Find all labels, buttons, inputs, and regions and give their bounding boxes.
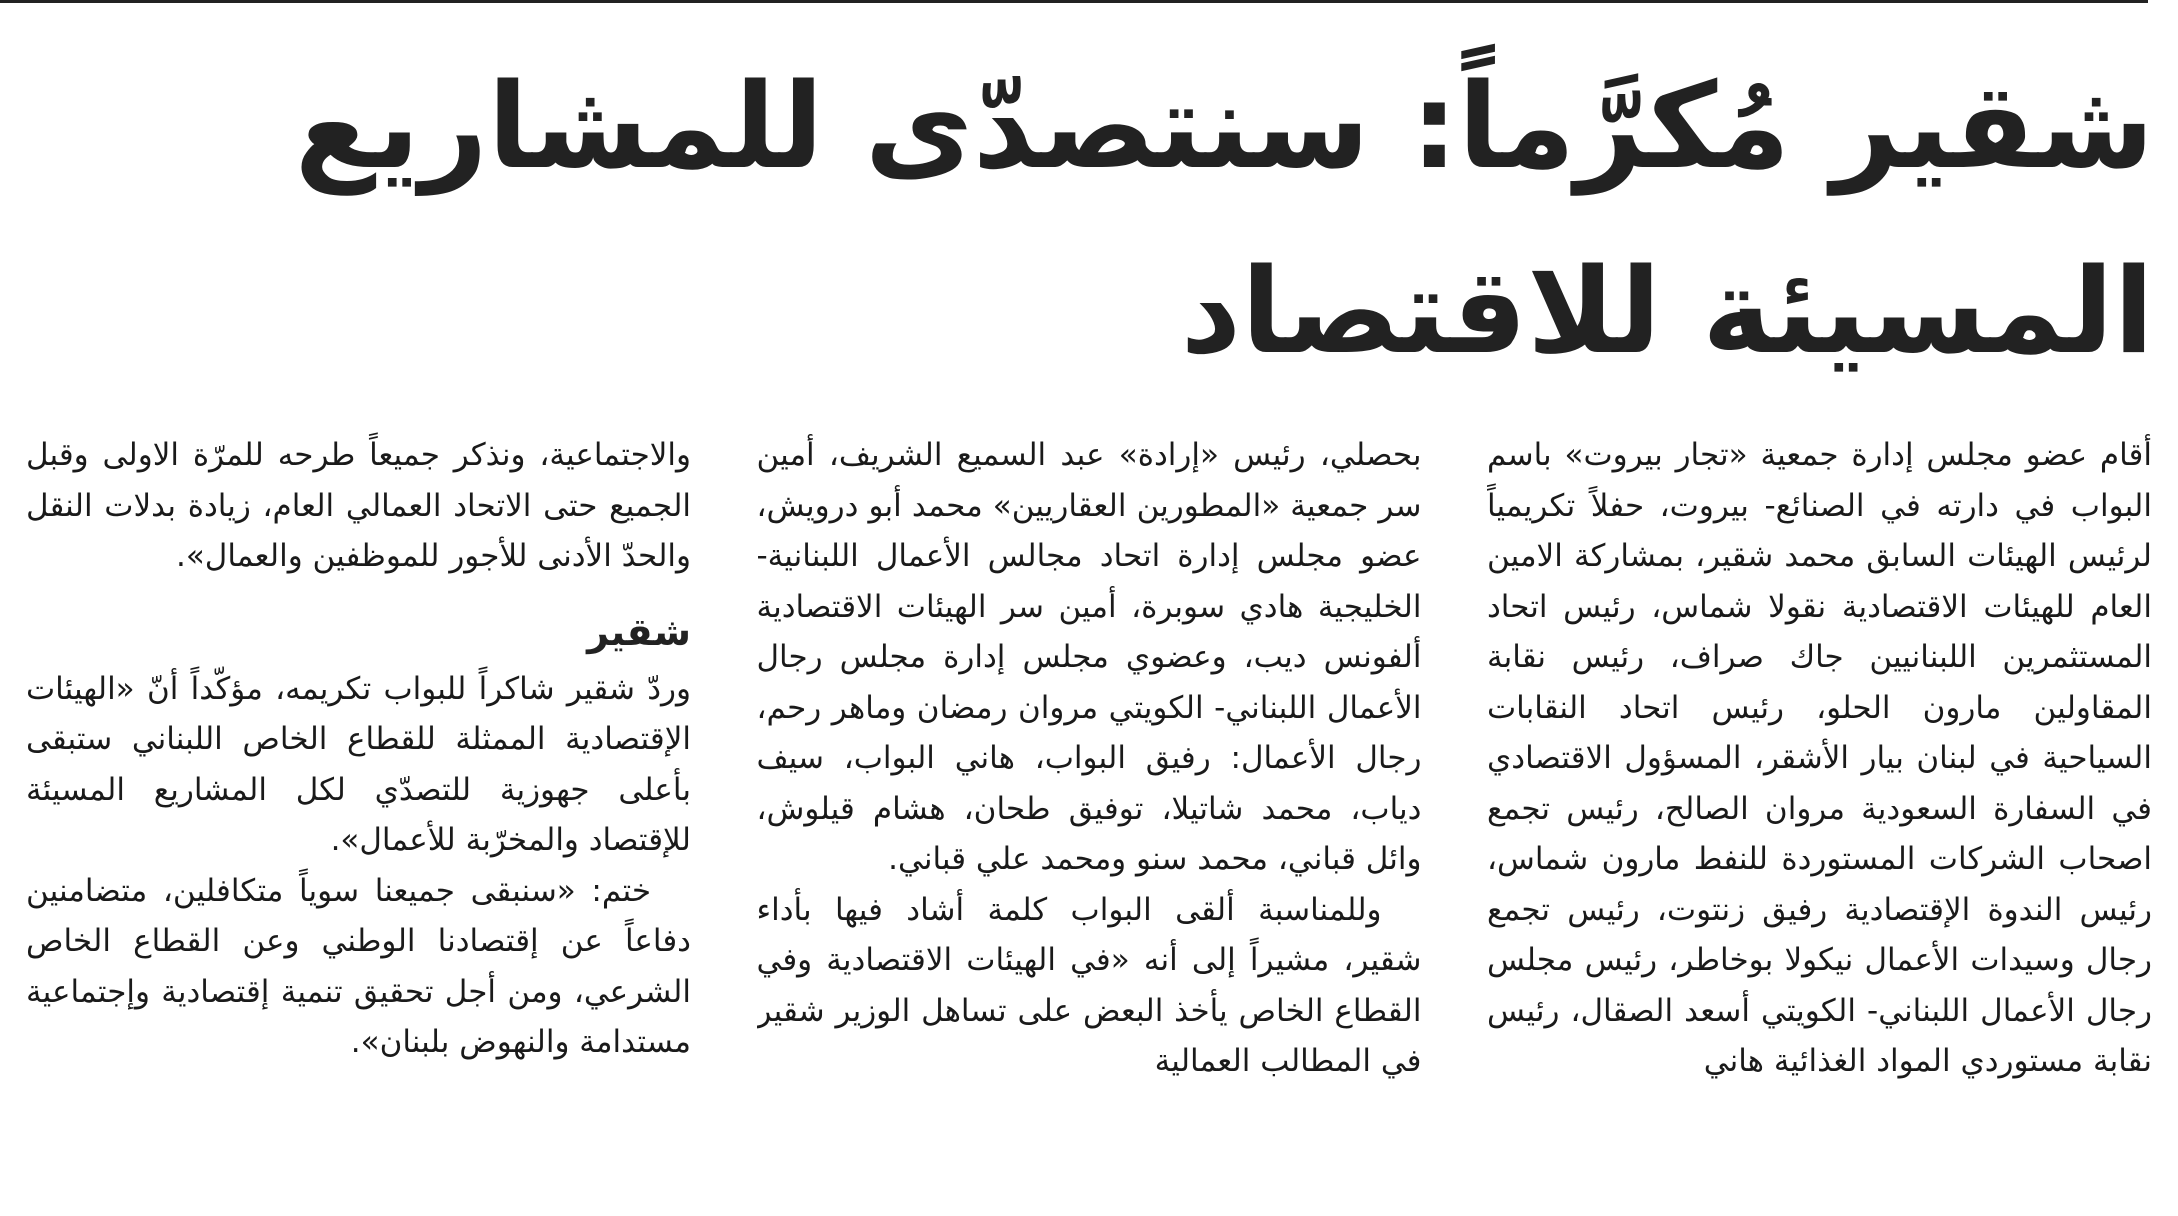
paragraph: وردّ شقير شاكراً للبواب تكريمه، مؤكّداً أنّ «الهيئات الإقتصادية الممثلة للقطاع الخاص اللبناني ستبقى بأعلى جهوزية للتصدّي لكل المشاريع المسيئة للإقتصاد والمخرّبة للأعمال». — [26, 670, 691, 858]
section-subheading: شقير — [587, 609, 691, 654]
article-body — [26, 430, 2152, 1200]
paragraph: أقام عضو مجلس إدارة جمعية «تجار بيروت» باسم البواب في دارته في الصنائع- بيروت، حفلاً تكريمياً لرئيس الهيئات السابق محمد شقير، بمشاركة الامين العام للهيئات الاقتصادية نقولا شماس، رئيس اتحاد المستثمرين اللبنانيين جاك صراف، رئيس نقابة المقاولين مارون الحلو، رئيس اتحاد النقابات السياحية في لبنان بيار الأشقر، المسؤول الاقتصادي في السفارة السعودية مروان الصالح، رئيس تجمع اصحاب الشركات المستوردة للنفط مارون شماس، رئيس الندوة الإقتصادية رفيق زنتوت، رئيس تجمع رجال وسيدات الأعمال نيكولا بوخاطر، رئيس مجلس رجال الأعمال اللبناني- الكويتي أسعد الصقال، رئيس نقابة مستوردي المواد الغذائية هاني — [1487, 437, 2152, 1079]
paragraph: بحصلي، رئيس «إرادة» عبد السميع الشريف، أمين سر جمعية «المطورين العقاريين» محمد أبو درويش، عضو مجلس إدارة اتحاد مجالس الأعمال اللبنانية- الخليجية هادي سوبرة، أمين سر الهيئات الاقتصادية ألفونس ديب، وعضوي مجلس إدارة مجلس رجال الأعمال اللبناني- الكويتي مروان رمضان وماهر رحم، رجال الأعمال: رفيق البواب، هاني البواب، سيف دياب، محمد شاتيلا، توفيق طحان، هشام قيلوش، وائل قباني، محمد سنو ومحمد علي قباني. — [756, 437, 1422, 877]
column-2 — [757, 430, 1422, 1200]
paragraph: وللمناسبة ألقى البواب كلمة أشاد فيها بأداء شقير، مشيراً إلى أنه «في الهيئات الاقتصادية وفي القطاع الخاص يأخذ البعض على تساهل الوزير شقير في المطالب العمالية — [756, 891, 1422, 1079]
top-rule — [0, 0, 2148, 3]
paragraph: ختم: «سنبقى جميعنا سوياً متكافلين، متضامنين دفاعاً عن إقتصادنا الوطني وعن القطاع الخاص الشرعي، ومن أجل تحقيق تنمية إقتصادية وإجتماعية مستدامة والنهوض بلبنان». — [26, 872, 691, 1060]
column-1 — [1487, 430, 2152, 1200]
paragraph: والاجتماعية، ونذكر جميعاً طرحه للمرّة الاولى وقبل الجميع حتى الاتحاد العمالي العام، زيادة بدلات النقل والحدّ الأدنى للأجور للموظفين والعمال». — [26, 437, 691, 574]
column-3 — [26, 430, 691, 1200]
article-headline: شقير مُكرَّماً: سنتصدّى للمشاريع المسيئة للاقتصاد — [294, 57, 2154, 380]
